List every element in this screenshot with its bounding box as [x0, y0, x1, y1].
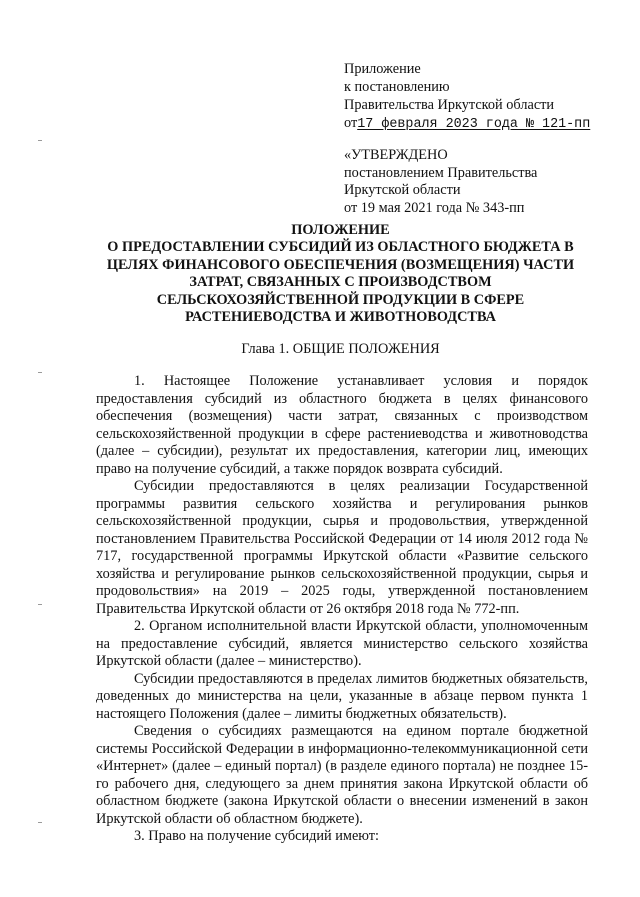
- scan-mark: [38, 372, 42, 373]
- appendix-header: [344, 60, 624, 134]
- scan-mark: [38, 604, 42, 605]
- appendix-date-line: [344, 114, 624, 134]
- paragraph-4: Субсидии предоставляются в пределах лимитов бюджетных обязательств, доведенных до министерства на цели, указанные в абзаце первом пункта 1 настоящего Положения (далее – лимиты бюджетных обязательств).: [96, 670, 588, 722]
- appendix-line-1: Приложение: [344, 61, 421, 77]
- appendix-date-prefix: от: [344, 115, 358, 131]
- paragraph-2: Субсидии предоставляются в целях реализации Государственной программы развития сельского хозяйства и регулирования рынков сельскохозяйственной продукции, сырья и продовольствия, утвержденной постановлением Правительства Российской Федерации от 14 июля 2012 года № 717, государственной программы Иркутской области «Развитие сельского хозяйства и регулирование рынков сельскохозяйственной продукции, сырья и продовольствия» на 2019 – 2025 годы, утвержденной постановлением Правительства Иркутской области от 26 октября 2018 года № 772-пп.: [96, 478, 588, 617]
- paragraph-3: 2. Органом исполнительной власти Иркутской области, уполномоченным на предоставление субсидий, является министерство сельского хозяйства Иркутской области (далее – министерство).: [96, 618, 588, 669]
- title-line-1: ПОЛОЖЕНИЕ: [291, 222, 390, 238]
- paragraph-1: 1. Настоящее Положение устанавливает условия и порядок предоставления субсидий из областного бюджета в целях финансового обеспечения (возмещения) части затрат, связанных с производством сельскохозяйственной продукции в сфере растениеводства и животноводства (далее – субсидии), результат их предоставления, категории лиц, имеющих право на получение субсидий, а также порядок возврата субсидий.: [96, 373, 588, 477]
- title-line-4: ЗАТРАТ, СВЯЗАННЫХ С ПРОИЗВОДСТВОМ: [189, 274, 492, 291]
- appendix-date-stamp: 17 февраля 2023 года № 121-пп: [357, 117, 591, 132]
- paragraph-6: 3. Право на получение субсидий имеют:: [134, 828, 380, 844]
- approved-line-1: «УТВЕРЖДЕНО: [344, 147, 448, 163]
- document-body: [96, 373, 588, 846]
- document-title: [88, 222, 593, 326]
- scan-mark: [38, 140, 42, 141]
- approval-block: [344, 147, 624, 217]
- scan-mark: [38, 822, 42, 823]
- appendix-line-2: к постановлению: [344, 79, 450, 95]
- paragraph-5: Сведения о субсидиях размещаются на едином портале бюджетной системы Российской Федерации в информационно-телекоммуникационной сети «Интернет» (далее – единый портал) (в разделе единого портала) не позднее 15-го рабочего дня, следующего за днем принятия закона Иркутской области об областном бюджете (закона Иркутской области о внесении изменений в закон Иркутской области об областном бюджете).: [96, 723, 588, 827]
- title-line-6: РАСТЕНИЕВОДСТВА И ЖИВОТНОВОДСТВА: [185, 309, 496, 326]
- chapter-heading: Глава 1. ОБЩИЕ ПОЛОЖЕНИЯ: [241, 341, 440, 357]
- approved-line-4: от 19 мая 2021 года № 343-пп: [344, 199, 525, 216]
- title-line-2: О ПРЕДОСТАВЛЕНИИ СУБСИДИЙ ИЗ ОБЛАСТНОГО БЮДЖЕТА В: [107, 239, 574, 256]
- appendix-line-3: Правительства Иркутской области: [344, 97, 555, 113]
- approved-line-3: Иркутской области: [344, 182, 461, 198]
- title-line-3: ЦЕЛЯХ ФИНАНСОВОГО ОБЕСПЕЧЕНИЯ (ВОЗМЕЩЕНИЯ) ЧАСТИ: [106, 256, 575, 273]
- approved-line-2: постановлением Правительства: [344, 164, 538, 181]
- title-line-5: СЕЛЬСКОХОЗЯЙСТВЕННОЙ ПРОДУКЦИИ В СФЕРЕ: [156, 291, 525, 308]
